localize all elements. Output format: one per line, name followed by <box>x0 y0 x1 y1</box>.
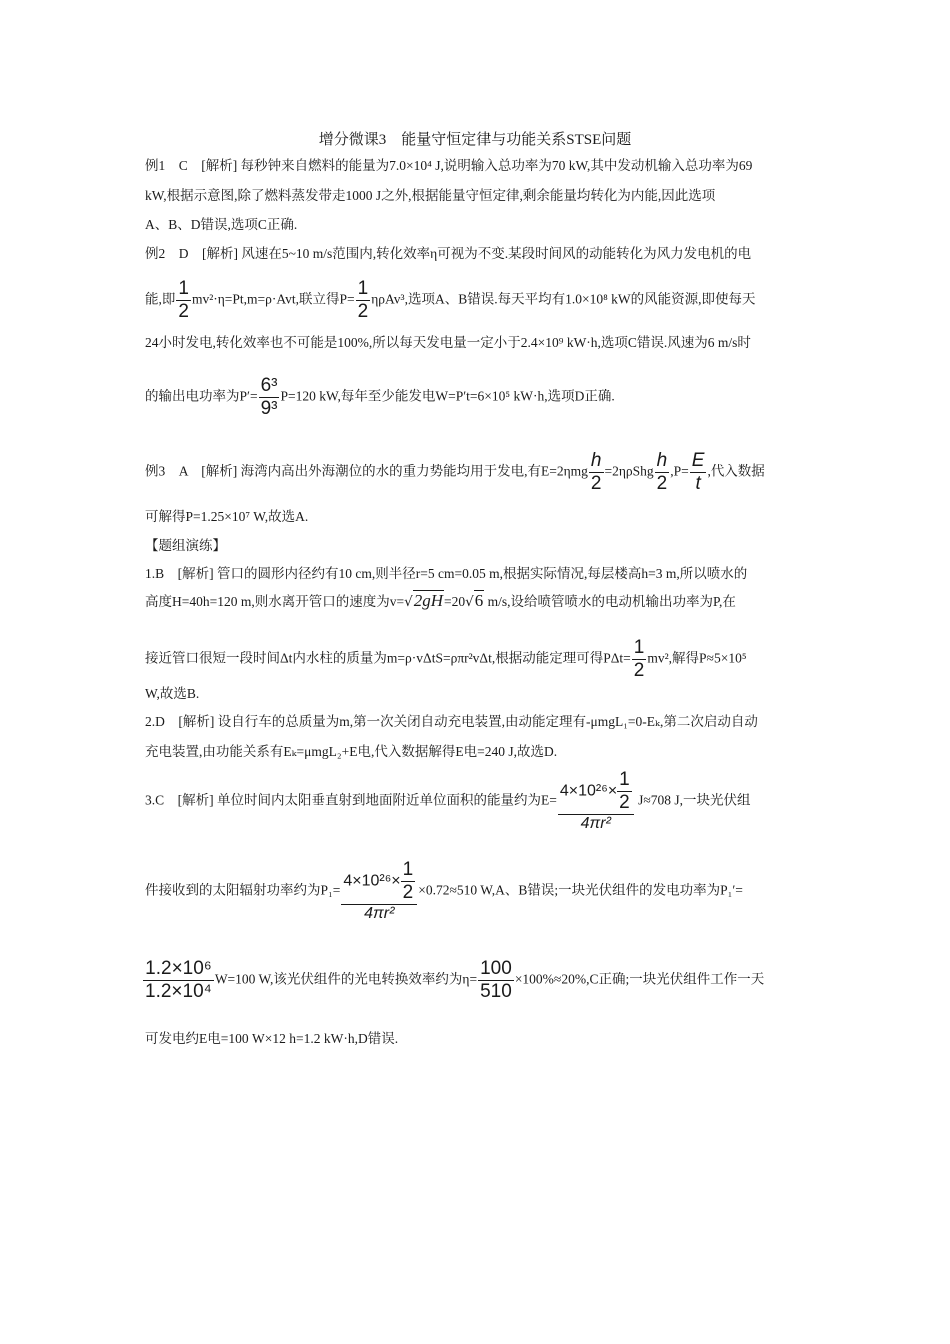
question-1-line-4: W,故选B. <box>145 686 200 701</box>
example-3-line-2: 可解得P=1.25×10⁷ W,故选A. <box>145 509 309 524</box>
example-1-line-3: A、B、D错误,选项C正确. <box>145 217 298 232</box>
fraction-half: $\frac{1}{2}$ <box>357 278 369 322</box>
question-2-line-1: 2.D [解析] 设自行车的总质量为m,第一次关闭自动充电装置,由动能定理有-μmgL₁=0-Eₖ,第二次启动自动 <box>145 714 758 729</box>
sqrt-symbol: √ <box>465 594 474 610</box>
fraction-h-over-2: $\frac{h}{2}$ <box>590 450 602 494</box>
question-1-line-1: 1.B [解析] 管口的圆形内径约有10 cm,则半径r=5 cm=0.05 m,根据实际情况,每层楼高h=3 m,所以喷水的 <box>145 566 748 581</box>
question-1-line-3: 接近管口很短一段时间Δt内水柱的质量为m=ρ·vΔtS=ρπr²vΔt,根据动能定理可得PΔt= $\frac{1}{2}$ mv²,解得P≈5×10⁵ <box>145 637 747 681</box>
example-1-line-1: 例1 C [解析] 每秒钟来自燃料的能量为7.0×10⁴ J,说明输入总功率为70 kW,其中发动机输入总功率为69 <box>145 158 753 173</box>
example-2-line-4: 的输出电功率为P′= $\frac{\text{6³}}{\text{9³}}$ P=120 kW,每年至少能发电W=P′t=6×10⁵ kW·h,选项D正确. <box>145 375 615 419</box>
example-3-line-1: 例3 A [解析] 海湾内高出外海潮位的水的重力势能均用于发电,有E=2ηmg $\frac{h}{2}$ =2ηρShg $\frac{h}{2}$ ,P= $\frac{E}{t}$ ,代入数据 <box>145 450 765 494</box>
fraction-efficiency: $\frac{100}{510}$ <box>480 958 512 1002</box>
fraction-power: 4×10²⁶× $\frac{1}{2}$ 4πr² <box>341 860 417 923</box>
question-3-line-1: 3.C [解析] 单位时间内太阳垂直射到地面附近单位面积的能量约为E= 4×10²⁶× $\frac{1}{2}$ 4πr² J≈708 J,一块光伏组 <box>145 769 751 832</box>
question-3-line-4: 可发电约E电=100 W×12 h=1.2 kW·h,D错误. <box>145 1031 399 1046</box>
fraction-power-ratio: $\frac{\text{6³}}{\text{9³}}$ <box>260 375 278 419</box>
page-title: 增分微课3 能量守恒定律与功能关系STSE问题 <box>318 132 632 148</box>
example-2-line-3: 24小时发电,转化效率也不可能是100%,所以每天发电量一定小于2.4×10⁹ kW·h,选项C错误.风速为6 m/s时 <box>145 335 751 350</box>
fraction-half: $\frac{1}{2}$ <box>633 637 645 681</box>
sqrt-6: 6 <box>474 591 484 610</box>
fraction-e-over-t: $\frac{E}{t}$ <box>691 450 705 494</box>
example-2-line-2: 能,即 $\frac{1}{2}$ mv²·η=Pt,m=ρ·Avt,联立得P= $\frac{1}{2}$ ηρAv³,选项A、B错误.每天平均有1.0×10⁸ kW的风能资源,即使每天 <box>145 278 756 322</box>
fraction-area-ratio: $\frac{\text{1.2×10⁶}}{\text{1.2×10⁴}}$ <box>145 958 212 1002</box>
fraction-energy: 4×10²⁶× $\frac{1}{2}$ 4πr² <box>558 770 634 833</box>
sqrt-2gh: 2gH <box>413 591 443 610</box>
question-3-line-2: 件接收到的太阳辐射功率约为P₁= 4×10²⁶× $\frac{1}{2}$ 4πr² ×0.72≈510 W,A、B错误;一块光伏组件的发电功率为P₁′= <box>145 859 743 922</box>
question-3-line-3: $\frac{\text{1.2×10⁶}}{\text{1.2×10⁴}}$ W=100 W,该光伏组件的光电转换效率约为η= $\frac{100}{510}$ ×100%≈20%,C正确;一块光伏组件工作一天 <box>145 958 765 1002</box>
section-heading: 【题组演练】 <box>145 538 226 553</box>
fraction-half: $\frac{1}{2}$ <box>178 278 189 322</box>
example-2-line-1: 例2 D [解析] 风速在5~10 m/s范围内,转化效率η可视为不变.某段时间风的动能转化为风力发电机的电 <box>145 246 752 261</box>
sqrt-symbol: √ <box>404 594 413 610</box>
question-2-line-2: 充电装置,由功能关系有Eₖ=μmgL₂+E电,代入数据解得E电=240 J,故选D. <box>145 744 558 759</box>
example-1-line-2: kW,根据示意图,除了燃料蒸发带走1000 J之外,根据能量守恒定律,剩余能量均转化为内能,因此选项 <box>145 188 716 203</box>
question-1-line-2: 高度H=40h=120 m,则水离开管口的速度为v=√2gH=20√6 m/s,设给喷管喷水的电动机输出功率为P,在 <box>145 591 736 610</box>
fraction-h-over-2: $\frac{h}{2}$ <box>656 450 668 494</box>
